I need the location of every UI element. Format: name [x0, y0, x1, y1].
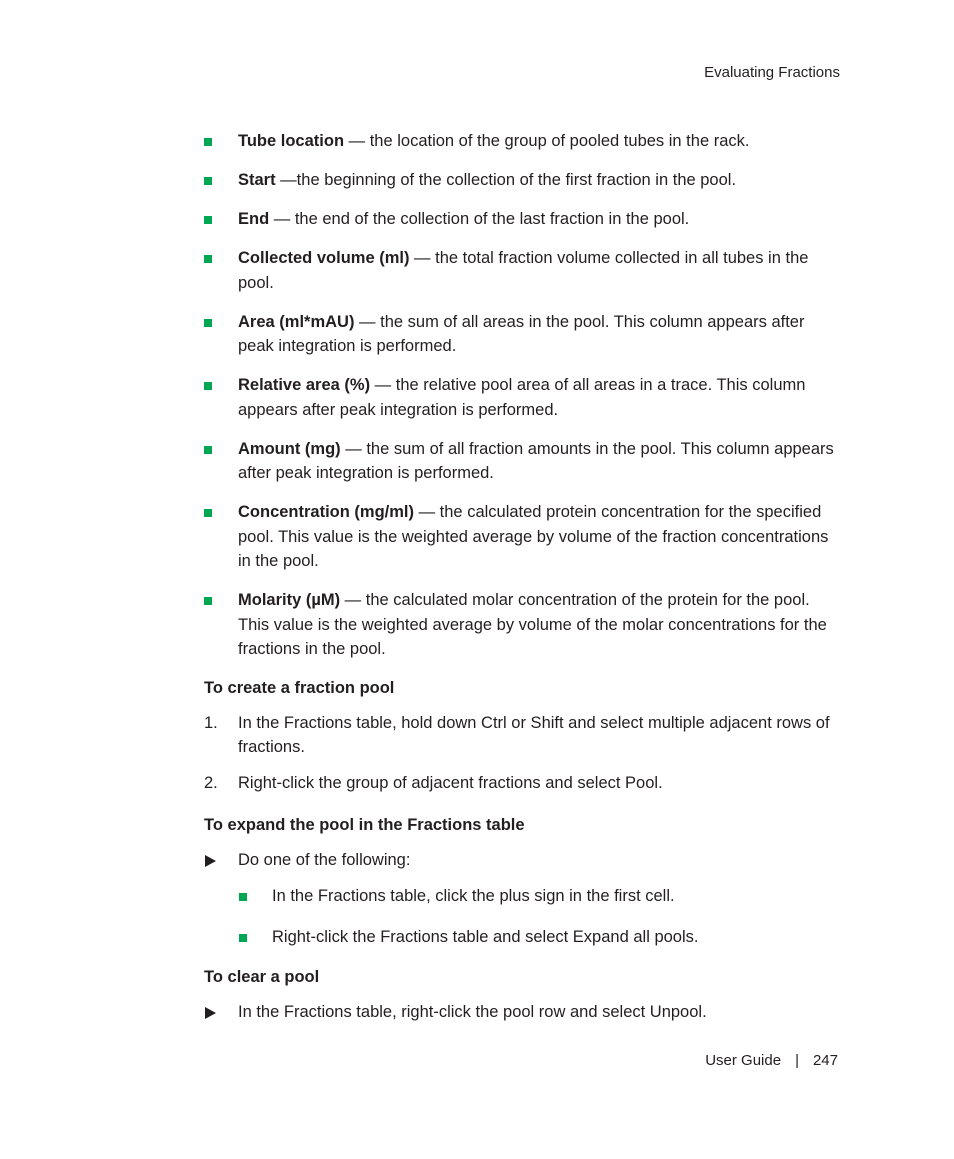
step-text: In the Fractions table, hold down Ctrl or Shift and select multiple adjacent rows of fractions. — [238, 713, 830, 756]
term: Molarity (µM) — [238, 591, 341, 609]
page-number: 247 — [812, 1052, 838, 1069]
green-square-bullet-icon — [204, 509, 212, 517]
definition: — the location of the group of pooled tubes in the rack. — [344, 132, 750, 150]
definition: —the beginning of the collection of the first fraction in the pool. — [275, 171, 737, 189]
green-square-bullet-icon — [204, 177, 212, 185]
term: Relative area (%) — [238, 376, 371, 394]
term: Amount (mg) — [238, 439, 341, 458]
action-text: Do one of the following: — [238, 850, 411, 869]
create-pool-step-2 — [204, 771, 844, 796]
definition: — the calculated molar concentration of the protein for the pool. This value is the weighted average by volume of the molar concentrations for the fractions in the pool. — [238, 591, 827, 658]
list-item-area — [204, 310, 844, 359]
create-pool-step-1 — [204, 711, 844, 760]
triangle-arrow-icon — [205, 1007, 216, 1019]
green-square-bullet-icon — [204, 382, 212, 390]
list-item-relative-area — [204, 373, 844, 422]
definition: — the calculated protein concentration for the specified pool. This value is the weighted average by volume of the fraction concentrations in the pool. — [238, 503, 829, 570]
step-number: 2. — [204, 773, 218, 792]
green-square-bullet-icon — [204, 446, 212, 454]
term: Start — [238, 171, 276, 189]
list-item-tube-location — [204, 129, 844, 154]
green-square-bullet-icon — [204, 138, 212, 146]
list-item-collected-volume — [204, 246, 844, 295]
expand-pool-heading: To expand the pool in the Fractions table — [204, 816, 525, 834]
definition: — the sum of all areas in the pool. This column appears after peak integration is performed. — [238, 312, 805, 355]
green-square-bullet-icon — [204, 319, 212, 327]
option-text: Right-click the Fractions table and select Expand all pools. — [272, 927, 699, 946]
list-item-end — [204, 207, 844, 232]
list-item-molarity — [204, 588, 844, 662]
option-text: In the Fractions table, click the plus sign in the first cell. — [272, 887, 675, 905]
running-header: Evaluating Fractions — [704, 64, 840, 81]
green-square-bullet-icon — [239, 893, 247, 901]
term: End — [238, 210, 270, 228]
clear-pool-heading: To clear a pool — [204, 968, 320, 986]
green-square-bullet-icon — [204, 216, 212, 224]
expand-pool-action — [204, 848, 844, 873]
list-item-amount — [204, 437, 844, 486]
clear-pool-action — [204, 1000, 844, 1025]
green-square-bullet-icon — [204, 255, 212, 263]
guide-title: User Guide — [705, 1052, 782, 1069]
create-pool-heading: To create a fraction pool — [204, 679, 395, 697]
definition: — the end of the collection of the last fraction in the pool. — [269, 210, 690, 228]
term: Tube location — [238, 132, 345, 150]
term: Collected volume (ml) — [238, 249, 410, 267]
expand-option-2 — [204, 925, 844, 950]
page-footer — [705, 1052, 838, 1069]
term: Area (ml*mAU) — [238, 312, 355, 331]
green-square-bullet-icon — [204, 597, 212, 605]
expand-option-1 — [204, 884, 844, 909]
triangle-arrow-icon — [205, 855, 216, 867]
definition: — the total fraction volume collected in all tubes in the pool. — [238, 249, 809, 292]
definition: — the sum of all fraction amounts in the pool. This column appears after peak integration is performed. — [238, 439, 834, 482]
page-content — [204, 129, 844, 1036]
list-item-start — [204, 168, 844, 193]
green-square-bullet-icon — [239, 934, 247, 942]
definition: — the relative pool area of all areas in a trace. This column appears after peak integration is performed. — [238, 376, 806, 419]
list-item-concentration — [204, 500, 844, 574]
step-text: Right-click the group of adjacent fractions and select Pool. — [238, 773, 663, 792]
footer-separator: | — [795, 1052, 799, 1069]
step-number: 1. — [204, 713, 218, 732]
action-text: In the Fractions table, right-click the pool row and select Unpool. — [238, 1002, 707, 1021]
term: Concentration (mg/ml) — [238, 503, 414, 521]
